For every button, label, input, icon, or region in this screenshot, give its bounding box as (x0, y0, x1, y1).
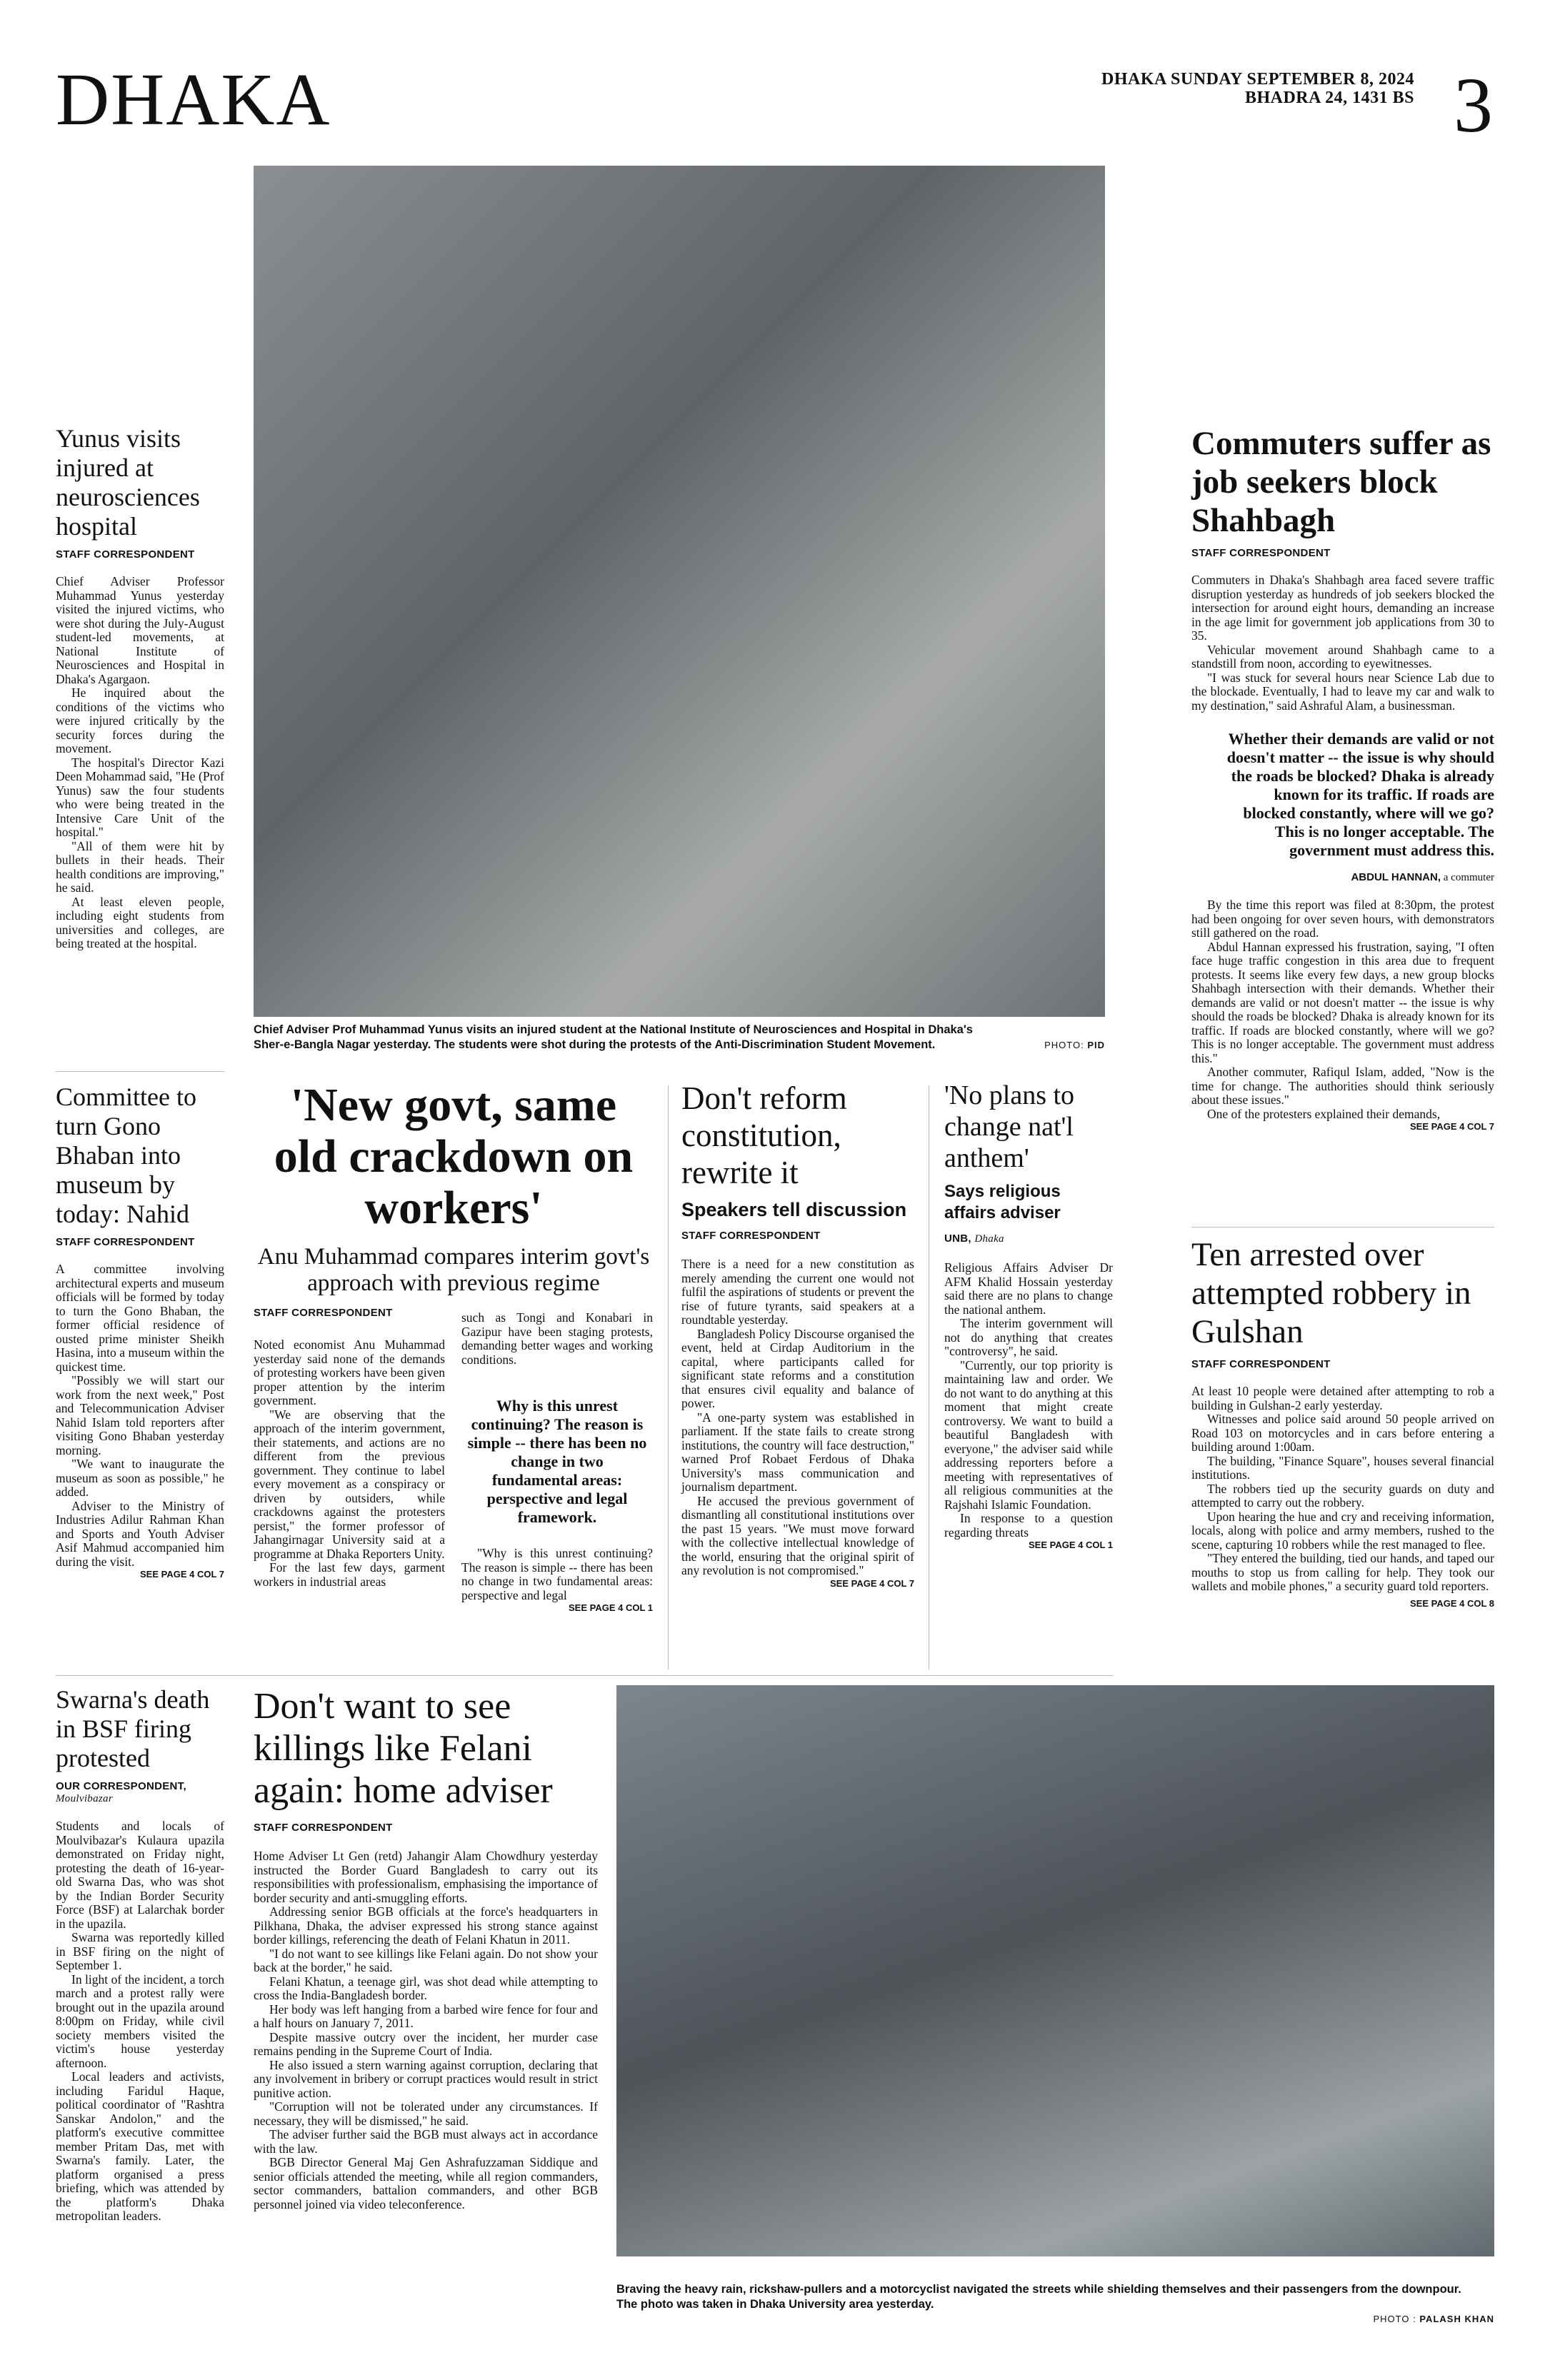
attribution-name: ABDUL HANNAN, (1351, 871, 1441, 883)
credit-name: PID (1087, 1040, 1105, 1050)
article-body (254, 1849, 598, 2211)
subheadline: Speakers tell discussion (681, 1199, 907, 1220)
headline: Ten arrested over attempted robbery in Gulshan (1191, 1236, 1471, 1350)
byline-agency: UNB, (944, 1232, 971, 1245)
jump-link[interactable]: SEE PAGE 4 COL 7 (139, 1569, 224, 1580)
lead-photo-caption (254, 1023, 1105, 1050)
story-commuters (1191, 424, 1494, 1132)
paragraph: "I was stuck for several hours near Science Lab due to the blockade. Eventually, I had to leave my car and walk to my destination," said Ashraful Alam, a businessman. (1191, 670, 1494, 713)
byline-place: Moulvibazar (56, 1793, 113, 1804)
paragraph: Another commuter, Rafiqul Islam, added, "Now is the time for change. The authorities should think seriously about these issues." (1191, 1065, 1494, 1107)
byline: STAFF CORRESPONDENT (56, 1236, 195, 1248)
paragraph: Local leaders and activists, including Faridul Haque, political coordinator of "Rashtra Sanskar Andolon," and the platform's executive committee member Pritam Das, met with Swarna's family. Later, the platform organised a press briefing, which was attended by the platform's Dhaka metropolitan leaders. (56, 2069, 224, 2223)
crackdown-column-2 (461, 1311, 653, 1613)
rain-photo-caption (616, 2282, 1494, 2324)
article-body-continued (1191, 898, 1494, 1121)
story-gulshan (1191, 1235, 1494, 1609)
crackdown-column-1 (254, 1338, 445, 1589)
pull-quote: Whether their demands are valid or not doesn't matter -- the issue is why should the roads be blocked? Dhaka is already known for its traffic. If roads are blocked constantly, where will we go? This is no longer acceptable. The government must address this. (1226, 730, 1494, 859)
story-crackdown (254, 1080, 654, 1319)
jump-link[interactable]: SEE PAGE 4 COL 7 (829, 1577, 914, 1589)
paragraph: There is a need for a new constitution as merely amending the current one would not fulfil the aspirations of students or prevent the rise of future tyrants, said speakers at a roundtable yesterday. (681, 1257, 914, 1327)
dateline-date: DHAKA SUNDAY SEPTEMBER 8, 2024 (1101, 70, 1414, 89)
paragraph: "A one-party system was established in parliament. If the state fails to create strong institutions, the country will face destruction," warned Prof Robaet Ferdous of Dhaka University's mass communication and journalism department. (681, 1410, 914, 1494)
paragraph: Noted economist Anu Muhammad yesterday said none of the demands of protesting workers have been given proper attention by the interim government. (254, 1337, 445, 1407)
story-committee (56, 1083, 224, 1580)
jump-link[interactable]: SEE PAGE 4 COL 7 (1409, 1121, 1494, 1132)
paragraph: "I do not want to see killings like Felani again. Do not show your back at the border," he said. (254, 1946, 598, 1974)
byline (944, 1232, 1113, 1245)
story-reform (681, 1080, 914, 1589)
paragraph: Addressing senior BGB officials at the force's headquarters in Pilkhana, Dhaka, the adviser expressed his strong stance against border killings, referencing the death of Felani Khatun in 2011. (254, 1904, 598, 1947)
article-body-continued (461, 1547, 653, 1602)
paragraph: Upon hearing the hue and cry and receiving information, locals, along with police and army members, rushed to the scene, capturing 10 robbers while the rest managed to flee. (1191, 1509, 1494, 1552)
subheadline: Anu Muhammad compares interim govt's approach with previous regime (257, 1244, 650, 1296)
paragraph: At least eleven people, including eight students from universities and colleges, are being treated at the hospital. (56, 894, 224, 950)
paragraph: Religious Affairs Adviser Dr AFM Khalid Hossain yesterday said there are no plans to change the national anthem. (944, 1260, 1113, 1317)
byline: STAFF CORRESPONDENT (56, 548, 195, 561)
attribution-role: a commuter (1443, 872, 1494, 883)
paragraph: Despite massive outcry over the incident, her murder case remains pending in the Supreme Court of India. (254, 2029, 598, 2058)
paragraph: One of the protesters explained their demands, (1207, 1106, 1441, 1121)
headline: Yunus visits injured at neurosciences hospital (56, 424, 200, 541)
byline: STAFF CORRESPONDENT (681, 1230, 821, 1242)
article-body (56, 575, 224, 951)
paragraph: Bangladesh Policy Discourse organised the event, held at Cirdap Auditorium in the capital, where participants called for significant state reforms and a constitution that ensures civil equality and balance of power. (681, 1326, 914, 1410)
paragraph: Swarna was reportedly killed in BSF firing on the night of September 1. (56, 1930, 224, 1972)
paragraph: Home Adviser Lt Gen (retd) Jahangir Alam Chowdhury yesterday instructed the Border Guard Bangladesh to carry out its responsibilities with professionalism, emphasising the importance of border security and anti-smuggling efforts. (254, 1849, 598, 1905)
article-body (56, 1262, 224, 1569)
story-yunus (56, 424, 224, 951)
byline: STAFF CORRESPONDENT (254, 1822, 393, 1834)
article-body (1191, 1385, 1494, 1594)
headline: Don't want to see killings like Felani again: home adviser (254, 1686, 553, 1811)
headline: Swarna's death in BSF firing protested (56, 1685, 210, 1772)
paragraph: In response to a question regarding threats (944, 1511, 1113, 1540)
byline: STAFF CORRESPONDENT (1191, 1358, 1331, 1370)
credit-label: PHOTO: (1044, 1040, 1084, 1050)
byline: STAFF CORRESPONDENT (1191, 547, 1331, 559)
paragraph: The robbers tied up the security guards on duty and attempted to carry out the robbery. (1191, 1481, 1494, 1510)
byline-place: Dhaka (974, 1233, 1004, 1245)
paragraph: Felani Khatun, a teenage girl, was shot dead while attempting to cross the India-Bangladesh border. (254, 1974, 598, 2002)
paragraph: Students and locals of Moulvibazar's Kulaura upazila demonstrated on Friday night, protesting the death of 16-year-old Swarna Das, who was shot by the Indian Border Security Force (BSF) at Lalarchak border in the upazila. (56, 1819, 224, 1931)
paragraph: "Possibly we will start our work from the next week," Post and Telecommunication Adviser Nahid Islam told reporters after visiting Gono Bhaban yesterday morning. (56, 1373, 224, 1457)
story-felani (254, 1685, 598, 2211)
paragraph: "All of them were hit by bullets in their heads. Their health conditions are improving," he said. (56, 838, 224, 895)
paragraph: By the time this report was filed at 8:30pm, the protest had been ongoing for over seven hours, with demonstrators still gathered on the road. (1191, 898, 1494, 940)
credit-label: PHOTO : (1373, 2314, 1416, 2324)
byline (56, 1780, 224, 1805)
divider (56, 1675, 1113, 1676)
credit-name: PALASH KHAN (1419, 2314, 1494, 2324)
byline: STAFF CORRESPONDENT (254, 1307, 393, 1319)
divider (56, 1071, 224, 1072)
paragraph: "Corruption will not be tolerated under any circumstances. If necessary, they will be dismissed," he said. (254, 2099, 598, 2128)
article-body (1191, 573, 1494, 713)
divider (668, 1085, 669, 1669)
paragraph: Adviser to the Ministry of Industries Adilur Rahman Khan and Sports and Youth Adviser Asif Mahmud accompanied him during the visit. (56, 1498, 224, 1569)
pull-quote: Why is this unrest continuing? The reason is simple -- there has been no change in two fundamental areas: perspective and legal framework. (467, 1397, 647, 1526)
paragraph: At least 10 people were detained after attempting to rob a building in Gulshan-2 early yesterday. (1191, 1384, 1494, 1412)
jump-link[interactable]: SEE PAGE 4 COL 8 (1409, 1597, 1494, 1609)
paragraph: Her body was left hanging from a barbed wire fence for four and a half hours on January 7, 2011. (254, 2002, 598, 2030)
caption-text: Braving the heavy rain, rickshaw-pullers and a motorcyclist navigated the streets while shielding themselves and their passengers from the downpour. The photo was taken in Dhaka University area yesterday. (616, 2283, 1461, 2311)
headline: Don't reform constitution, rewrite it (681, 1080, 847, 1190)
subheadline: Says religious affairs adviser (944, 1182, 1061, 1222)
paragraph: A committee involving architectural experts and museum officials will be formed by today to turn the Gono Bhaban, the former official residence of ousted prime minister Sheikh Hasina, into a museum within the quickest time. (56, 1262, 224, 1374)
paragraph: Witnesses and police said around 50 people arrived on Road 103 on motorcycles and in cars before entering a building around 1:00am. (1191, 1412, 1494, 1454)
caption-text: Chief Adviser Prof Muhammad Yunus visits an injured student at the National Institute of Neurosciences and Hospital in Dhaka's Sher-e-Bangla Nagar yesterday. The students were shot during the protests of the Anti-Discrimination Student Movement. (254, 1023, 973, 1051)
article-body (461, 1311, 653, 1367)
paragraph: "Why is this unrest continuing? The reason is simple -- there has been no change in two fundamental areas: perspective and legal (461, 1546, 653, 1602)
headline: Commuters suffer as job seekers block Shahbagh (1191, 425, 1491, 539)
paragraph: Chief Adviser Professor Muhammad Yunus yesterday visited the injured victims, who were shot during the July-August student-led movements, at National Institute of Neurosciences and Hospital in Dhaka's Agargaon. (56, 574, 224, 686)
article-body (944, 1261, 1113, 1540)
paragraph: "We want to inaugurate the museum as soon as possible," he added. (56, 1457, 224, 1499)
headline: 'New govt, same old crackdown on workers' (274, 1079, 634, 1234)
paragraph: Vehicular movement around Shahbagh came to a standstill from noon, according to eyewitnesses. (1191, 642, 1494, 671)
headline: Committee to turn Gono Bhaban into museum by today: Nahid (56, 1083, 196, 1228)
byline-author: OUR CORRESPONDENT, (56, 1780, 186, 1792)
paragraph: "Currently, our top priority is maintaining law and order. We do not want to do anything at this moment that might create controversy. We want to build a beautiful Bangladesh with everyone," the adviser said while addressing reporters before a meeting with representatives of all religious communities at the Rajshahi Islamic Foundation. (944, 1357, 1113, 1512)
pull-quote-attribution (1191, 871, 1494, 884)
paragraph: "We are observing that the approach of the interim government, their statements, and actions are no different from the previous government. They continue to label every movement as a conspiracy or driven by outsiders, while crackdowns against the protesters persist," the former professor of Jahangirnagar University said at a programme at Dhaka Reporters Unity. (254, 1407, 445, 1561)
story-anthem (944, 1080, 1113, 1550)
paragraph: The adviser further said the BGB must always act in accordance with the law. (254, 2127, 598, 2156)
paragraph: He also issued a stern warning against corruption, declaring that any involvement in bribery or corrupt practices would result in strict punitive action. (254, 2057, 598, 2100)
paragraph: such as Tongi and Konabari in Gazipur have been staging protests, demanding better wages and working conditions. (461, 1310, 653, 1367)
paragraph: He inquired about the conditions of the victims who were injured critically by the security forces during the movement. (56, 686, 224, 755)
rain-photo (616, 1685, 1494, 2256)
paragraph: BGB Director General Maj Gen Ashrafuzzaman Siddique and senior officials attended the meeting, while all region commanders, sector commanders, battalion commanders, and other BGB personnel joined via video teleconference. (254, 2155, 598, 2211)
story-swarna (56, 1685, 224, 2224)
paragraph: Commuters in Dhaka's Shahbagh area faced severe traffic disruption yesterday as hundreds of job seekers blocked the intersection for around eight hours, demanding an increase in the age limit for government job applications from 30 to 35. (1191, 573, 1494, 643)
photo-credit (616, 2314, 1494, 2324)
jump-link[interactable]: SEE PAGE 4 COL 1 (568, 1602, 653, 1613)
dateline-bengali-date: BHADRA 24, 1431 BS (1244, 89, 1414, 107)
paragraph: The interim government will not do anything that creates "controversy", he said. (944, 1316, 1113, 1358)
article-body (56, 1819, 224, 2224)
paragraph: Abdul Hannan expressed his frustration, saying, "I often face huge traffic congestion in this area due to frequent protests. It seems like every few days, a new group blocks Shahbagh intersection with their demands. Whether their demands are valid or not doesn't matter -- the issue is why should the roads be blocked? Dhaka is already known for its traffic. If roads are blocked constantly, where will we go? This is no longer acceptable. The government must address this." (1191, 939, 1494, 1065)
jump-link[interactable]: SEE PAGE 4 COL 1 (1028, 1540, 1113, 1550)
paragraph: The building, "Finance Square", houses several financial institutions. (1191, 1453, 1494, 1482)
lead-photo (254, 166, 1105, 1017)
paragraph: For the last few days, garment workers in industrial areas (254, 1560, 445, 1589)
section-title: DHAKA (56, 59, 331, 141)
headline: 'No plans to change nat'l anthem' (944, 1080, 1075, 1173)
paragraph: In light of the incident, a torch march and a protest rally were brought out in the upazila around 8:00pm on Friday, while civil society members visited the victim's house yesterday afternoon. (56, 1972, 224, 2070)
dateline (1101, 70, 1414, 107)
article-body (681, 1257, 914, 1578)
page-number: 3 (1454, 61, 1493, 149)
paragraph: He accused the previous government of dismantling all constitutional institutions over the past 15 years. "We must move forward with the collective intellectual knowledge of the world, ensuring that the original spirit of any revolution is not compromised." (681, 1493, 914, 1577)
paragraph: The hospital's Director Kazi Deen Mohammad said, "He (Prof Yunus) saw the four students who were being treated in the Intensive Care Unit of the hospital." (56, 755, 224, 839)
paragraph: "They entered the building, tied our hands, and taped our mouths to stop us from calling for help. They took our wallets and mobile phones," a security guard told reporters. (1191, 1551, 1494, 1593)
